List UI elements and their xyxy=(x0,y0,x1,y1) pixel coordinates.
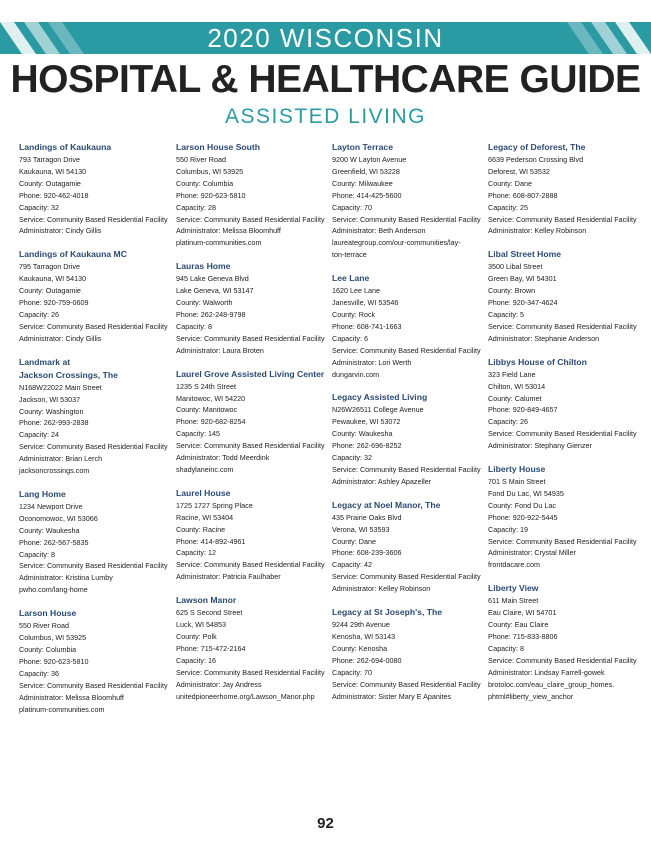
facility-detail-line: Columbus, WI 53925 xyxy=(176,166,244,176)
facility-detail-line: Service: Community Based Residential Facility xyxy=(19,442,168,452)
facility-detail-line: 6639 Pederson Crossing Blvd xyxy=(488,155,584,164)
facility-detail-line: N26W26511 College Avenue xyxy=(332,405,424,415)
facility-detail-line: County: Calumet xyxy=(488,393,542,403)
facility-detail-line: Administrator: Cindy Gillis xyxy=(19,333,102,343)
facility-entry xyxy=(332,499,482,595)
facility-entry xyxy=(488,463,638,571)
facility-detail-line: County: Dane xyxy=(332,536,376,546)
listing-column-3 xyxy=(332,141,482,713)
facility-detail-line: 550 River Road xyxy=(19,621,69,631)
facility-detail-line: Administrator: Jay Andress xyxy=(176,679,262,689)
facility-detail-line: Deforest, WI 53532 xyxy=(488,166,550,176)
facility-entry xyxy=(19,488,169,596)
facility-detail-line: 435 Prairie Oaks Blvd xyxy=(332,512,402,522)
facility-name: Landmark at xyxy=(19,356,71,367)
facility-name: Libbys House of Chilton xyxy=(488,356,587,367)
listing-column-4 xyxy=(488,141,638,713)
facility-name: Jackson Crossings, The xyxy=(19,369,118,380)
facility-detail-line: Administrator: Crystal Miller xyxy=(488,548,576,558)
facility-name: Liberty House xyxy=(488,464,546,475)
facility-detail-line: Phone: 920-922-5445 xyxy=(488,512,558,522)
facility-detail-line: Capacity: 12 xyxy=(176,548,216,558)
facility-detail-line: County: Racine xyxy=(176,524,226,534)
facility-detail-line: Service: Community Based Residential Facility xyxy=(488,429,637,439)
facility-detail-line: Administrator: Kristina Lumby xyxy=(19,573,113,583)
facility-detail-line: Phone: 262-248-9798 xyxy=(176,309,246,319)
facility-detail-line: Phone: 920-849-4657 xyxy=(488,405,558,415)
facility-detail-line: 1620 Lee Lane xyxy=(332,286,380,296)
facility-detail-line: Service: Community Based Residential Facility xyxy=(488,655,637,665)
facility-detail-line: Service: Community Based Residential Facility xyxy=(176,333,325,343)
facility-detail-line: Capacity: 6 xyxy=(332,333,368,343)
facility-detail-line: Green Bay, WI 54301 xyxy=(488,274,557,284)
facility-name: Legacy Assisted Living xyxy=(332,392,428,403)
facility-name: Lawson Manor xyxy=(176,595,237,606)
facility-detail-line: Service: Community Based Residential Facility xyxy=(19,214,168,224)
facility-detail-line: County: Outagamie xyxy=(19,178,81,188)
facility-detail-line: Service: Community Based Residential Facility xyxy=(19,680,168,690)
facility-entry xyxy=(332,391,482,487)
facility-detail-line: Janesville, WI 53546 xyxy=(332,298,399,308)
facility-detail-line: Phone: 920-682-8254 xyxy=(176,417,246,427)
facility-detail-line: Administrator: Kelley Robinson xyxy=(488,226,587,236)
facility-entry xyxy=(176,594,326,702)
facility-detail-line: Phone: 715-472-2164 xyxy=(176,643,246,653)
facility-detail-line: Oconomowoc, WI 53066 xyxy=(19,513,98,523)
facility-detail-line: Lake Geneva, WI 53147 xyxy=(176,286,254,296)
facility-detail-line: 9244 29th Avenue xyxy=(332,620,390,630)
page-title: HOSPITAL & HEALTHCARE GUIDE xyxy=(10,58,641,101)
facility-detail-line: County: Fond Du Lac xyxy=(488,500,556,510)
facility-detail-line: Service: Community Based Residential Facility xyxy=(488,321,637,331)
facility-detail-line: Capacity: 70 xyxy=(332,667,372,677)
facility-detail-line: Service: Community Based Residential Facility xyxy=(332,572,481,582)
facility-detail-line: Pewaukee, WI 53072 xyxy=(332,417,401,427)
facility-detail-line: jacksoncrossings.com xyxy=(19,466,90,476)
facility-detail-line: Phone: 920-759-0609 xyxy=(19,298,89,308)
facility-detail-line: 701 S Main Street xyxy=(488,477,546,487)
facility-detail-line: Capacity: 8 xyxy=(176,321,212,331)
facility-detail-line: 323 Field Lane xyxy=(488,369,536,379)
facility-detail-line: Service: Community Based Residential Facility xyxy=(176,214,325,224)
facility-detail-line: Luck, WI 54853 xyxy=(176,620,226,630)
facility-detail-line: platinum-communities.com xyxy=(19,704,105,714)
facility-detail-line: 611 Main Street xyxy=(488,596,539,606)
facility-detail-line: Phone: 262-567-5835 xyxy=(19,537,89,547)
facility-detail-line: platinum-communities.com xyxy=(176,238,262,248)
facility-detail-line: Phone: 414-425-5600 xyxy=(332,190,402,200)
facility-detail-line: Kaukauna, WI 54130 xyxy=(19,274,87,284)
facility-detail-line: Capacity: 32 xyxy=(19,202,59,212)
facility-detail-line: Service: Community Based Residential Facility xyxy=(332,679,481,689)
facility-detail-line: Capacity: 25 xyxy=(488,202,528,212)
facility-detail-line: County: Washington xyxy=(19,406,84,416)
facility-entry xyxy=(19,607,169,715)
facility-detail-line: Service: Community Based Residential Facility xyxy=(488,214,637,224)
facility-detail-line: 1235 S 24th Street xyxy=(176,381,236,391)
facility-detail-line: County: Eau Claire xyxy=(488,620,549,630)
banner-title: 2020 WISCONSIN xyxy=(207,23,444,53)
facility-name: Landings of Kaukauna MC xyxy=(19,249,127,260)
facility-entry xyxy=(488,356,638,452)
facility-detail-line: phtml#liberty_view_anchor xyxy=(488,691,574,701)
facility-detail-line: Service: Community Based Residential Facility xyxy=(332,214,481,224)
facility-name: Libal Street Home xyxy=(488,249,562,260)
facility-detail-line: Capacity: 145 xyxy=(176,429,220,439)
facility-name: Layton Terrace xyxy=(332,142,393,152)
facility-detail-line: Administrator: Melissa Bloomhuff xyxy=(176,226,281,236)
facility-detail-line: N168W22022 Main Street xyxy=(19,382,102,392)
facility-detail-line: County: Columbia xyxy=(19,645,77,654)
facility-detail-line: Phone: 920-347-4624 xyxy=(488,298,558,308)
facility-detail-line: 793 Tarragon Drive xyxy=(19,155,80,164)
facility-detail-line: 795 Tarragon Drive xyxy=(19,262,80,272)
facility-detail-line: Service: Community Based Residential Facility xyxy=(332,345,481,355)
facility-detail-line: Administrator: Laura Broten xyxy=(176,345,264,355)
facility-entry xyxy=(19,248,169,344)
facility-detail-line: Chilton, WI 53014 xyxy=(488,381,546,391)
facility-detail-line: Service: Community Based Residential Facility xyxy=(332,464,481,474)
facility-detail-line: Capacity: 8 xyxy=(488,643,524,653)
facility-detail-line: 3500 Libal Street xyxy=(488,262,543,272)
facility-detail-line: brotoloc.com/eau_claire_group_homes. xyxy=(488,679,615,689)
facility-detail-line: Administrator: Stephanie Anderson xyxy=(488,333,600,343)
facility-detail-line: Manitowoc, WI 54220 xyxy=(176,393,246,403)
facility-name: Landings of Kaukauna xyxy=(19,142,112,152)
facility-detail-line: Administrator: Lindsay Farrell-gowek xyxy=(488,667,605,677)
facility-detail-line: Service: Community Based Residential Facility xyxy=(19,561,168,571)
facility-detail-line: County: Waukesha xyxy=(332,429,393,439)
facility-name: Laurel Grove Assisted Living Center xyxy=(176,368,325,379)
facility-detail-line: Capacity: 26 xyxy=(488,417,528,427)
facility-detail-line: County: Brown xyxy=(488,286,536,296)
facility-detail-line: Phone: 262-993-2838 xyxy=(19,418,89,428)
facility-detail-line: Administrator: Ashley Apazeller xyxy=(332,476,432,486)
facility-detail-line: frontdacare.com xyxy=(488,560,540,570)
facility-detail-line: Capacity: 5 xyxy=(488,309,524,319)
facility-detail-line: Phone: 262-694-0080 xyxy=(332,655,402,665)
facility-detail-line: Administrator: Stephany Gienzer xyxy=(488,441,592,451)
facility-detail-line: dungarvin.com xyxy=(332,369,380,379)
facility-detail-line: County: Outagamie xyxy=(19,286,81,296)
facility-detail-line: Phone: 715-833-8806 xyxy=(488,632,558,641)
page-number: 92 xyxy=(317,815,334,832)
facility-detail-line: County: Waukesha xyxy=(19,525,80,535)
facility-detail-line: Columbus, WI 53925 xyxy=(19,633,87,643)
facility-detail-line: 1234 Newport Drive xyxy=(19,501,83,511)
facility-detail-line: Phone: 920-623-5810 xyxy=(19,656,89,666)
facility-entry xyxy=(488,582,638,702)
facility-name: Legacy at St Joseph's, The xyxy=(332,607,442,618)
facility-detail-line: Phone: 608-239-3606 xyxy=(332,548,402,558)
facility-detail-line: County: Kenosha xyxy=(332,643,388,653)
facility-entry xyxy=(332,606,482,702)
facility-detail-line: Kaukauna, WI 54130 xyxy=(19,166,87,176)
facility-detail-line: Service: Community Based Residential Facility xyxy=(488,536,637,546)
facility-detail-line: 9200 W Layton Avenue xyxy=(332,155,407,164)
facility-detail-line: Administrator: Brian Lerch xyxy=(19,454,103,464)
facility-detail-line: Greenfield, WI 53228 xyxy=(332,166,400,176)
facility-detail-line: County: Walworth xyxy=(176,298,233,308)
listing-column-1 xyxy=(19,141,169,726)
facility-detail-line: Racine, WI 53404 xyxy=(176,512,234,522)
facility-detail-line: Capacity: 32 xyxy=(332,453,372,463)
facility-detail-line: Service: Community Based Residential Facility xyxy=(176,560,325,570)
section-title: ASSISTED LIVING xyxy=(224,105,427,128)
facility-detail-line: Administrator: Sister Mary E Apanites xyxy=(332,691,452,701)
facility-entry xyxy=(332,141,482,261)
facility-detail-line: 625 S Second Street xyxy=(176,608,243,618)
facility-detail-line: laureategroup.com/our-communities/lay- xyxy=(332,238,461,248)
facility-detail-line: pwho.com/lang-home xyxy=(19,585,88,595)
facility-detail-line: Capacity: 36 xyxy=(19,668,59,678)
facility-detail-line: Administrator: Lori Werth xyxy=(332,357,412,367)
listing-column-2 xyxy=(176,141,326,713)
facility-detail-line: shadylaneinc.com xyxy=(176,464,234,474)
facility-detail-line: 550 River Road xyxy=(176,155,226,164)
facility-detail-line: unitedpioneerhome.org/Lawson_Manor.php xyxy=(176,691,315,701)
facility-detail-line: Eau Claire, WI 54701 xyxy=(488,608,557,618)
facility-detail-line: Capacity: 42 xyxy=(332,560,372,570)
facility-detail-line: Jackson, WI 53037 xyxy=(19,394,81,404)
facility-detail-line: County: Milwaukee xyxy=(332,178,393,188)
facility-detail-line: Kenosha, WI 53143 xyxy=(332,632,396,641)
facility-entry xyxy=(176,368,326,476)
facility-detail-line: County: Manitowoc xyxy=(176,405,238,415)
facility-detail-line: Service: Community Based Residential Facility xyxy=(176,667,325,677)
facility-detail-line: Phone: 920-462-4018 xyxy=(19,190,89,200)
facility-name: Larson House South xyxy=(176,142,261,152)
facility-detail-line: Capacity: 8 xyxy=(19,549,55,559)
facility-detail-line: Capacity: 28 xyxy=(176,202,216,212)
facility-detail-line: County: Columbia xyxy=(176,178,234,188)
facility-detail-line: County: Polk xyxy=(176,632,217,641)
facility-entry xyxy=(176,260,326,356)
facility-detail-line: Phone: 262-696-8252 xyxy=(332,441,402,451)
facility-name: Legacy at Noel Manor, The xyxy=(332,499,441,510)
facility-entry xyxy=(488,141,638,237)
facility-detail-line: County: Dane xyxy=(488,178,532,188)
facility-entry xyxy=(332,272,482,380)
facility-name: Lang Home xyxy=(19,488,66,499)
facility-detail-line: Service: Community Based Residential Facility xyxy=(176,441,325,451)
facility-entry xyxy=(176,487,326,583)
facility-detail-line: Administrator: Todd Meerdink xyxy=(176,453,270,463)
facility-detail-line: Phone: 608-807-2888 xyxy=(488,190,558,200)
facility-entry xyxy=(176,141,326,249)
facility-name: Legacy of Deforest, The xyxy=(488,142,586,152)
facility-name: Larson House xyxy=(19,608,77,619)
facility-name: Liberty View xyxy=(488,583,539,594)
facility-entry xyxy=(488,248,638,344)
facility-detail-line: Phone: 414-892-4961 xyxy=(176,536,246,546)
facility-detail-line: 1725 1727 Spring Place xyxy=(176,500,253,510)
facility-detail-line: Verona, WI 53593 xyxy=(332,524,390,534)
facility-detail-line: Administrator: Beth Anderson xyxy=(332,226,426,236)
facility-detail-line: Phone: 608-741-1663 xyxy=(332,321,402,331)
facility-detail-line: Capacity: 70 xyxy=(332,202,372,212)
facility-detail-line: 945 Lake Geneva Blvd xyxy=(176,274,249,284)
facility-name: Lauras Home xyxy=(176,261,231,272)
facility-name: Laurel House xyxy=(176,487,231,498)
facility-detail-line: Administrator: Melissa Bloomhuff xyxy=(19,692,124,702)
facility-detail-line: Capacity: 24 xyxy=(19,430,59,440)
facility-detail-line: Capacity: 26 xyxy=(19,309,59,319)
facility-detail-line: Administrator: Patricia Faulhaber xyxy=(176,572,281,582)
facility-detail-line: Administrator: Cindy Gillis xyxy=(19,226,102,236)
facility-entry xyxy=(19,141,169,237)
facility-detail-line: Service: Community Based Residential Facility xyxy=(19,321,168,331)
facility-detail-line: Phone: 920-623-5810 xyxy=(176,190,246,200)
facility-detail-line: Fond Du Lac, WI 54935 xyxy=(488,488,564,498)
facility-detail-line: Capacity: 16 xyxy=(176,655,216,665)
facility-entry xyxy=(19,356,169,477)
facility-detail-line: ton-terrace xyxy=(332,250,367,260)
facility-name: Lee Lane xyxy=(332,273,370,284)
facility-detail-line: County: Rock xyxy=(332,309,376,319)
facility-detail-line: Capacity: 19 xyxy=(488,524,528,534)
facility-detail-line: Administrator: Kelley Robinson xyxy=(332,584,431,594)
